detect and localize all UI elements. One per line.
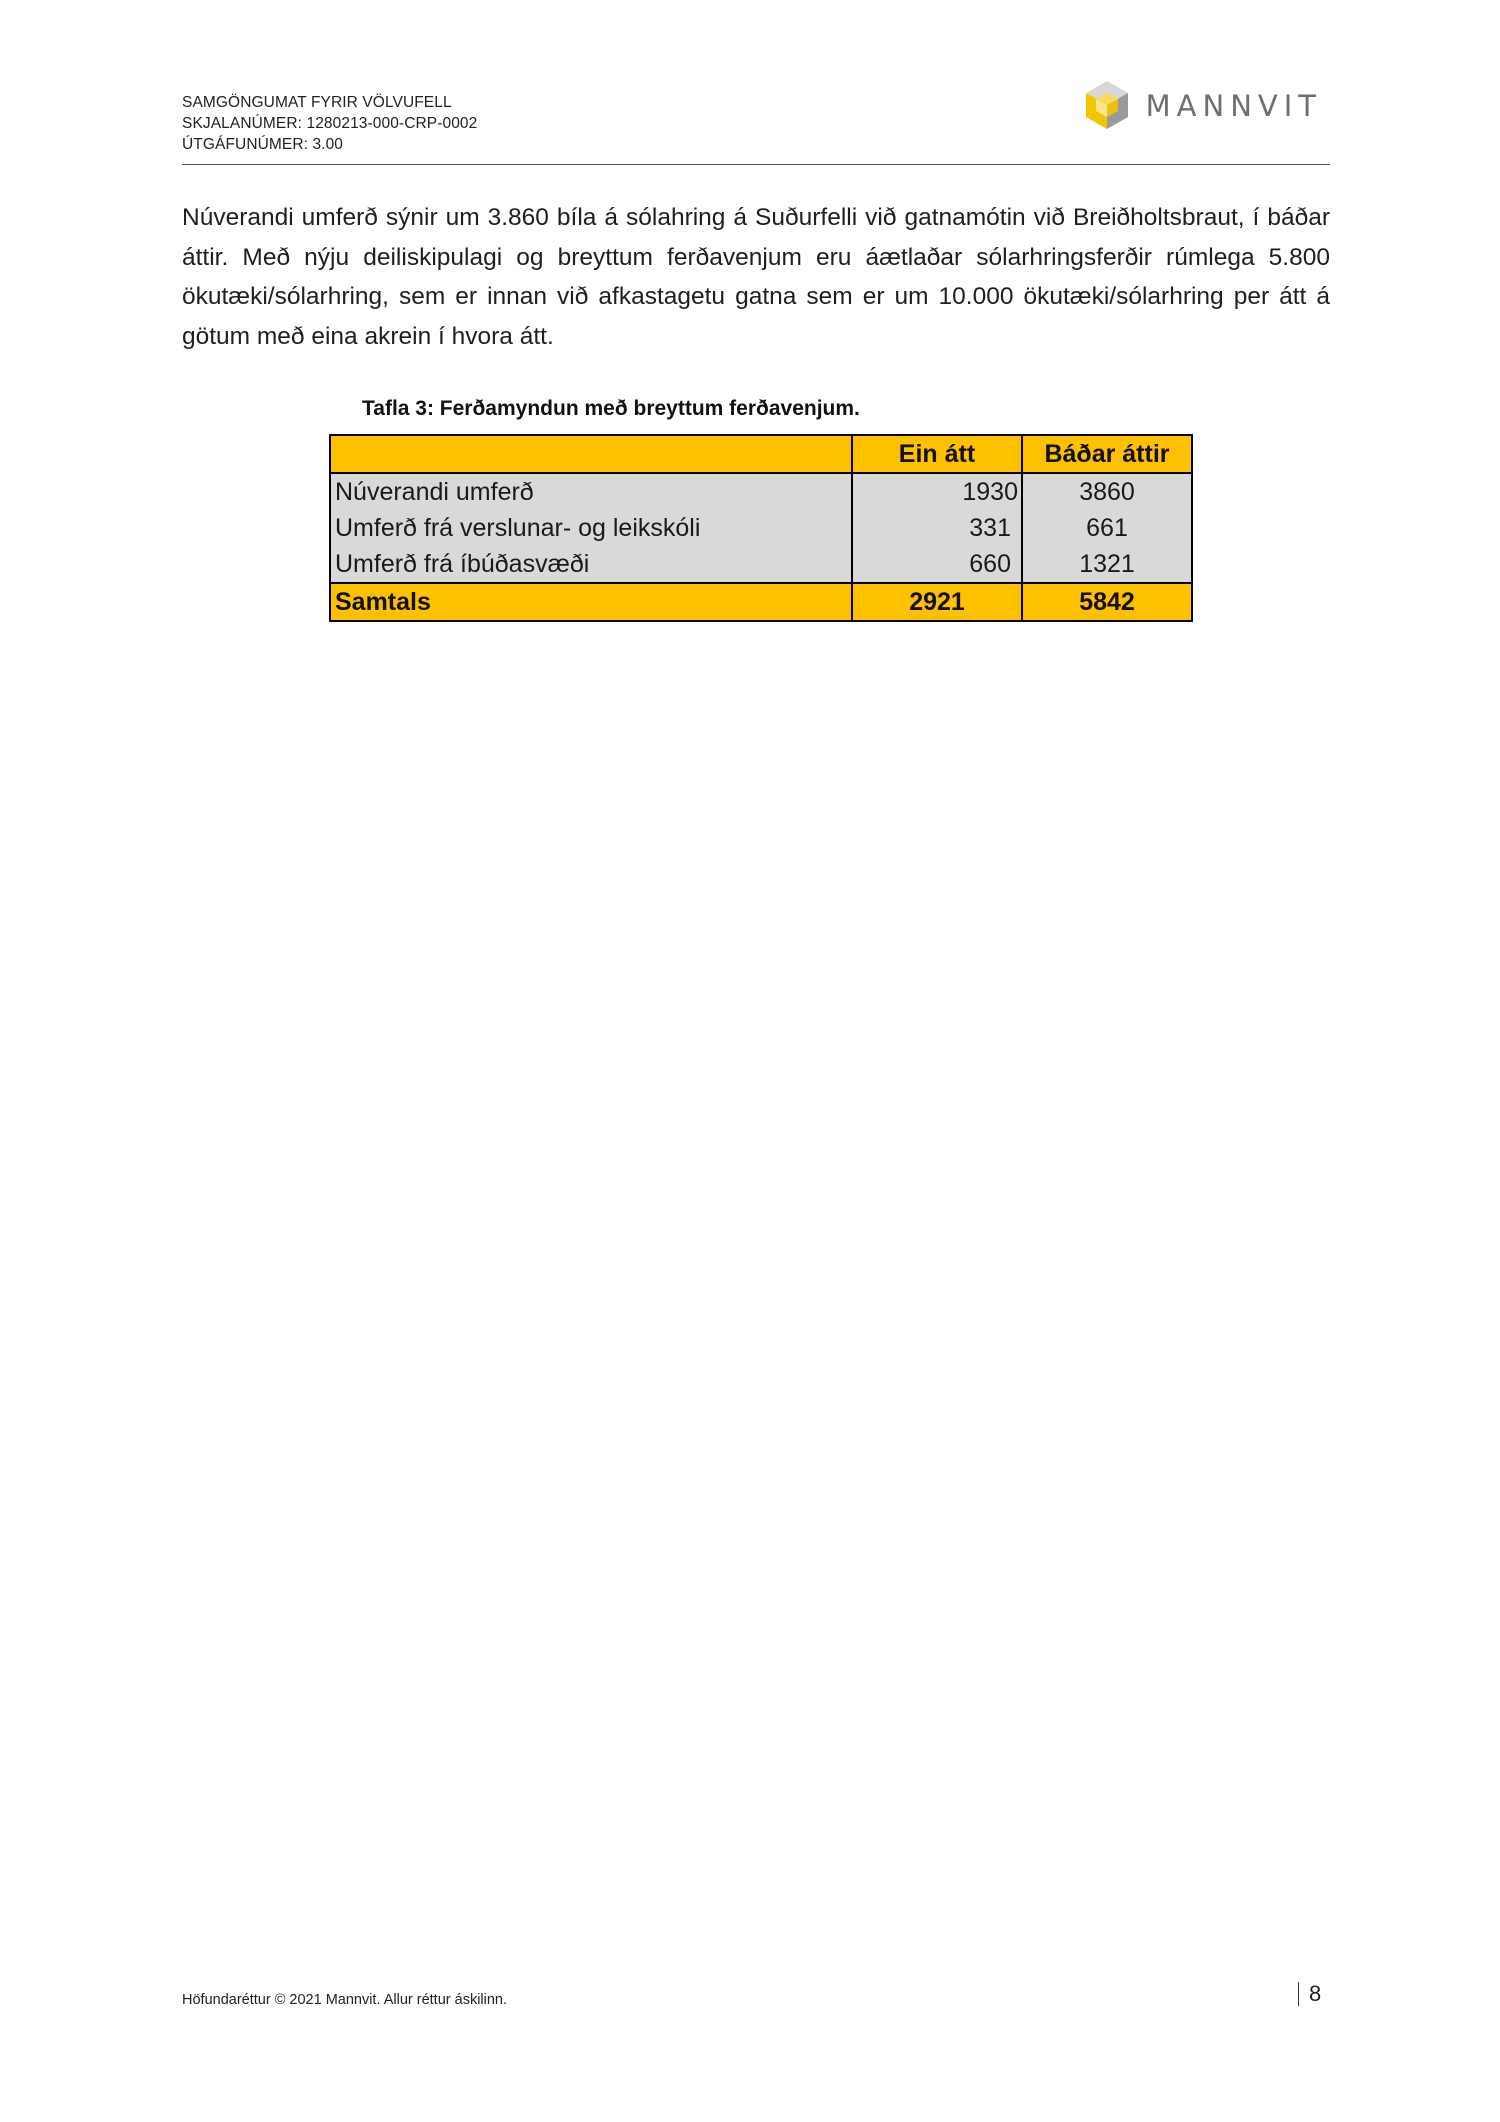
row-one-way: 1930 xyxy=(852,473,1022,510)
mannvit-logo xyxy=(1082,78,1322,134)
document-title: SAMGÖNGUMAT FYRIR VÖLVUFELL xyxy=(182,94,452,111)
header-cell-both-ways: Báðar áttir xyxy=(1022,435,1192,473)
row-one-way: 331 xyxy=(852,510,1022,546)
row-one-way: 660 xyxy=(852,546,1022,583)
total-one-way: 2921 xyxy=(852,583,1022,621)
table-row xyxy=(330,473,1192,510)
total-label: Samtals xyxy=(330,583,852,621)
document-number: SKJALANÚMER: 1280213-000-CRP-0002 xyxy=(182,115,478,132)
header-cell-label xyxy=(330,435,852,473)
body-paragraph: Núverandi umferð sýnir um 3.860 bíla á sólahring á Suðurfelli við gatnamótin við Breiðholtsbraut, í báðar áttir. Með nýju deiliskipulagi og breyttum ferðavenjum eru áætlaðar sólarhringsferðir rúmlega 5.800 ökutæki/sólarhring, sem er innan við afkastagetu gatna sem er um 10.000 ökutæki/sólarhring per átt á götum með eina akrein í hvora átt. xyxy=(182,204,1330,350)
row-label: Núverandi umferð xyxy=(330,473,852,510)
table-caption: Tafla 3: Ferðamyndun með breyttum ferðavenjum. xyxy=(362,397,860,420)
row-label: Umferð frá verslunar- og leikskóli xyxy=(330,510,852,546)
header-cell-one-way: Ein átt xyxy=(852,435,1022,473)
traffic-table xyxy=(329,434,1193,622)
table-row xyxy=(330,510,1192,546)
copyright-notice: Höfundaréttur © 2021 Mannvit. Allur réttur áskilinn. xyxy=(182,1992,508,2008)
version-number: ÚTGÁFUNÚMER: 3.00 xyxy=(182,136,344,153)
table-total-row xyxy=(330,583,1192,621)
row-both-ways: 3860 xyxy=(1022,473,1192,510)
row-both-ways: 1321 xyxy=(1022,546,1192,583)
document-info xyxy=(182,92,477,155)
row-both-ways: 661 xyxy=(1022,510,1192,546)
total-both-ways: 5842 xyxy=(1022,583,1192,621)
row-label: Umferð frá íbúðasvæði xyxy=(330,546,852,583)
page-number: 8 xyxy=(1298,1982,1321,2006)
table-row xyxy=(330,546,1192,583)
mannvit-logo-icon xyxy=(1082,79,1132,133)
page-header xyxy=(182,90,1330,165)
mannvit-logo-text: MANNVIT xyxy=(1145,89,1322,123)
table-header-row xyxy=(330,435,1192,473)
